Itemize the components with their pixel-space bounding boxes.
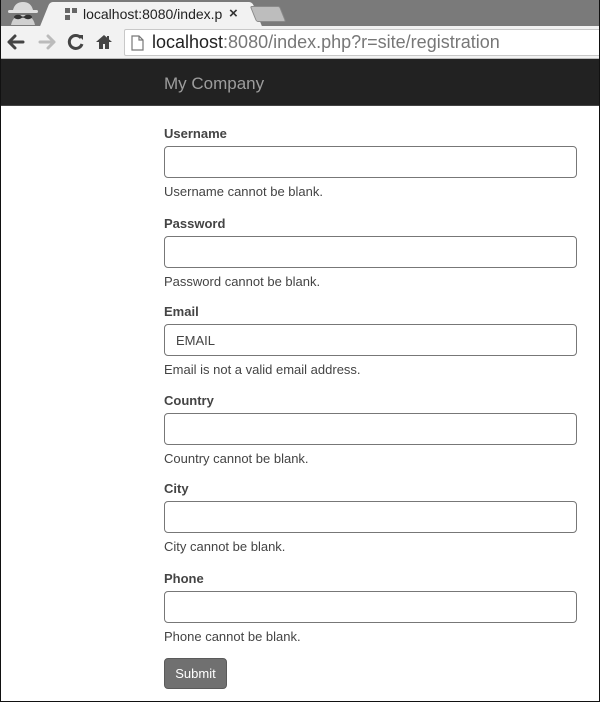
brand-link[interactable]: My Company (164, 74, 265, 93)
city-input[interactable] (164, 501, 577, 533)
username-field-group (164, 126, 577, 199)
password-input[interactable] (164, 236, 577, 268)
page-favicon-icon (65, 8, 77, 20)
username-label: Username (164, 126, 227, 141)
forward-button[interactable] (36, 31, 58, 53)
submit-button[interactable]: Submit (164, 658, 227, 689)
phone-input[interactable] (164, 591, 577, 623)
email-input[interactable] (164, 324, 577, 356)
new-tab-button[interactable] (250, 6, 286, 22)
country-error: Country cannot be blank. (164, 451, 309, 466)
tab-strip (1, 0, 600, 26)
browser-toolbar (1, 26, 600, 59)
reload-icon (67, 33, 85, 51)
home-icon (95, 33, 113, 51)
url-path: :8080/index.php?r=site/registration (223, 32, 500, 52)
home-button[interactable] (93, 31, 115, 53)
city-label: City (164, 481, 189, 496)
tab-title: localhost:8080/index.p (83, 6, 223, 22)
incognito-icon (5, 1, 41, 25)
reload-button[interactable] (65, 31, 87, 53)
phone-error: Phone cannot be blank. (164, 629, 301, 644)
phone-label: Phone (164, 571, 204, 586)
country-field-group (164, 393, 577, 466)
back-button[interactable] (5, 31, 27, 53)
arrow-right-icon (38, 34, 56, 50)
password-label: Password (164, 216, 226, 231)
url-host: localhost (152, 32, 224, 52)
browser-tab-active[interactable] (53, 2, 249, 26)
tab-close-icon[interactable]: × (229, 5, 238, 22)
address-bar[interactable] (124, 29, 600, 56)
username-error: Username cannot be blank. (164, 184, 323, 199)
email-error: Email is not a valid email address. (164, 362, 361, 377)
site-navbar (1, 59, 600, 106)
city-error: City cannot be blank. (164, 539, 286, 554)
phone-field-group (164, 571, 577, 644)
country-input[interactable] (164, 413, 577, 445)
username-input[interactable] (164, 146, 577, 178)
city-field-group (164, 481, 577, 554)
country-label: Country (164, 393, 214, 408)
page-icon (131, 35, 144, 51)
password-field-group (164, 216, 577, 289)
arrow-left-icon (7, 34, 25, 50)
url-text (152, 32, 500, 53)
password-error: Password cannot be blank. (164, 274, 321, 289)
email-label: Email (164, 304, 199, 319)
email-field-group (164, 304, 577, 377)
